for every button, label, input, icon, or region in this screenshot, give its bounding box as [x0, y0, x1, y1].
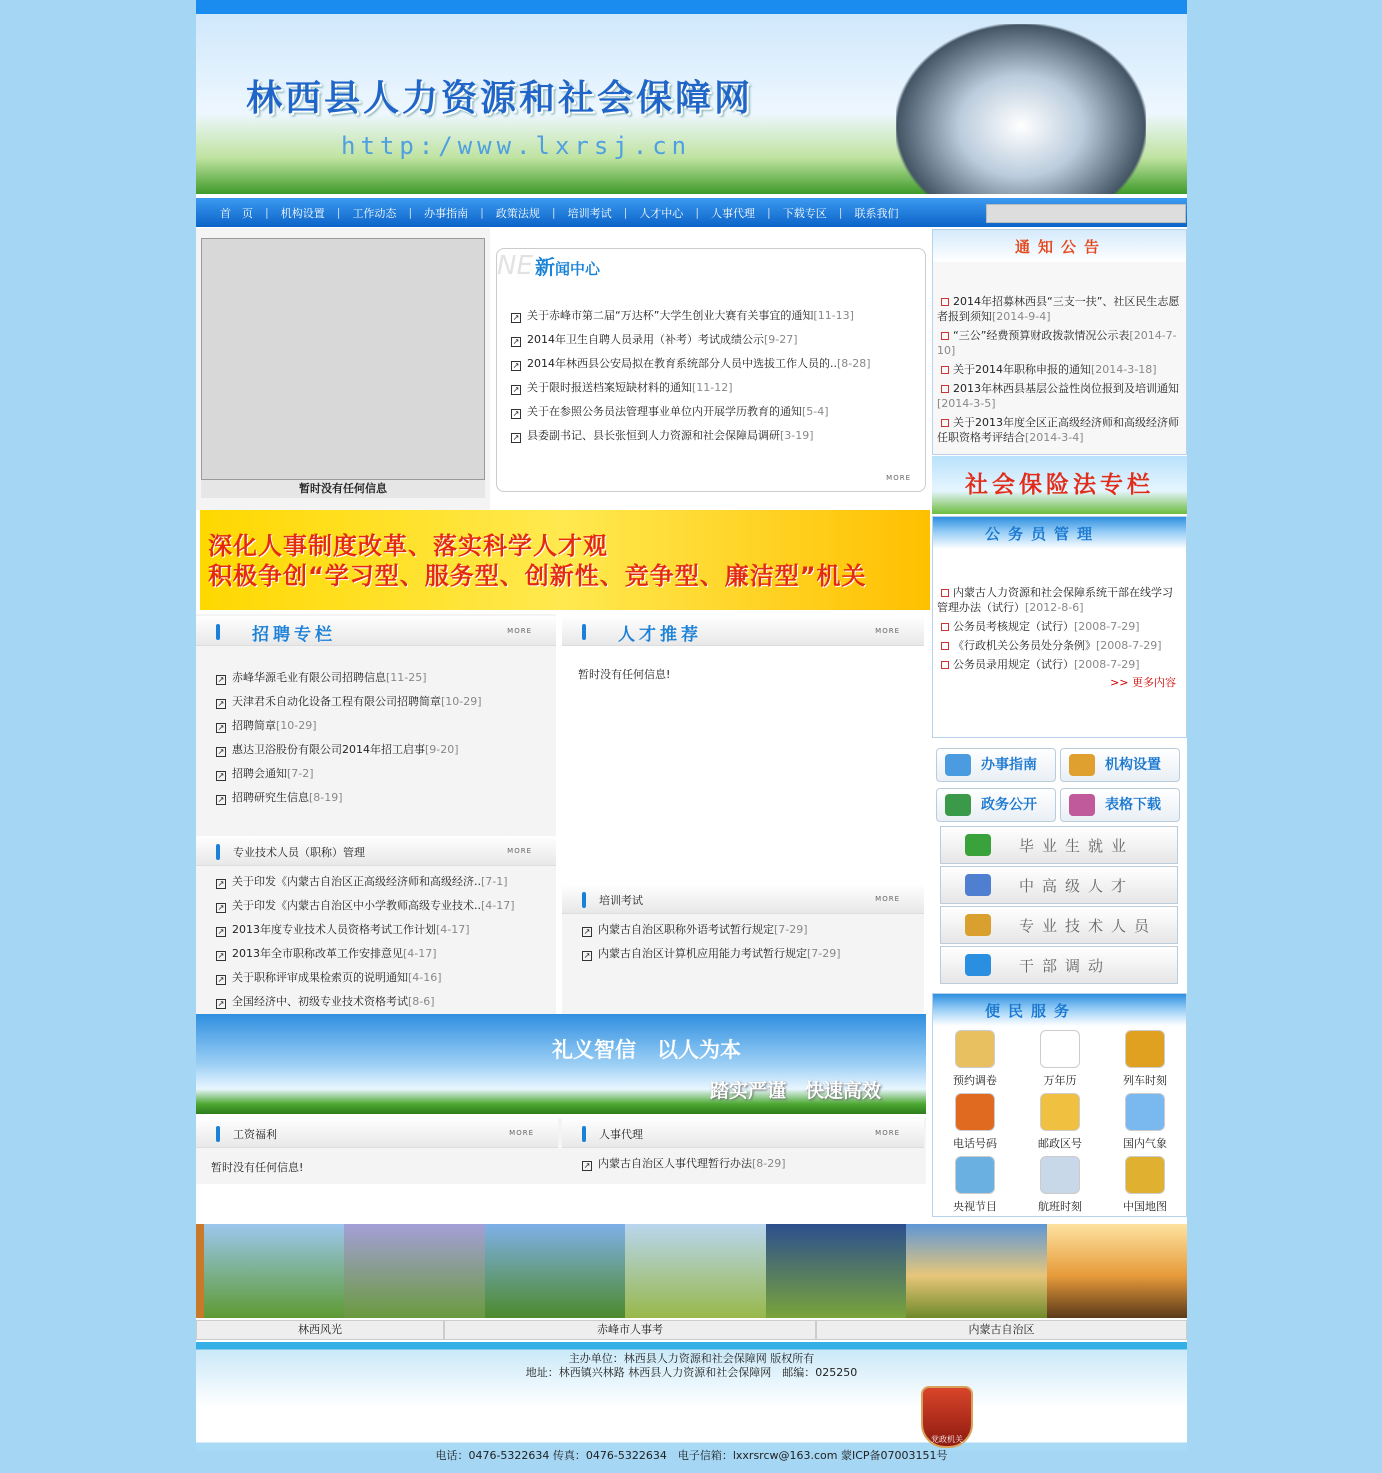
- news-ghost-text: NE: [497, 251, 533, 281]
- bullet-icon: [941, 298, 949, 306]
- link-arrow-icon: ↗: [512, 313, 520, 322]
- nav-item[interactable]: 人才中心: [639, 206, 684, 220]
- item-date: [8-19]: [309, 791, 343, 804]
- item-title[interactable]: 公务员录用规定（试行）: [953, 658, 1074, 671]
- list-item[interactable]: [933, 413, 1186, 447]
- bullet-icon: [941, 623, 949, 631]
- list-item[interactable]: [933, 636, 1186, 655]
- notice-list: [933, 292, 1186, 447]
- item-title[interactable]: 2013年度专业技术人员资格考试工作计划: [232, 923, 436, 936]
- service-item[interactable]: [1103, 1030, 1187, 1088]
- agency-title: 人事代理: [599, 1128, 643, 1141]
- service-label: 央视节目: [953, 1200, 997, 1213]
- quick-icon: [1069, 754, 1095, 776]
- item-date: [4-17]: [436, 923, 470, 936]
- item-title[interactable]: “三公”经费预算财政拨款情况公示表: [953, 329, 1130, 342]
- item-date: [2014-3-18]: [1091, 363, 1157, 376]
- item-title[interactable]: 关于赤峰市第二届“万达杯”大学生创业大赛有关事宜的通知: [527, 309, 814, 322]
- service-icon: [955, 1030, 995, 1068]
- quick-button[interactable]: [1060, 748, 1180, 782]
- bullet-icon: [941, 366, 949, 374]
- service-label: 中国地图: [1123, 1200, 1167, 1213]
- item-date: [4-17]: [481, 899, 515, 912]
- news-list: [511, 304, 871, 448]
- item-title[interactable]: 招聘简章: [232, 719, 276, 732]
- recruit-more[interactable]: MORE: [507, 627, 532, 635]
- top-bar: [196, 0, 1187, 14]
- category-button[interactable]: [940, 826, 1178, 864]
- item-title[interactable]: 《行政机关公务员处分条例》: [953, 639, 1096, 652]
- header-banner: [196, 14, 1187, 194]
- footer-host: 主办单位：林西县人力资源和社会保障网 版权所有: [568, 1352, 815, 1365]
- link-arrow-icon: ↗: [512, 385, 520, 394]
- list-item[interactable]: [216, 714, 482, 738]
- wages-title: 工资福利: [233, 1128, 277, 1141]
- scenery-photo: [766, 1224, 906, 1318]
- recruit-title: 招聘专栏: [252, 625, 336, 645]
- motto-line1: 礼义智信 以人为本: [552, 1037, 741, 1062]
- list-item[interactable]: [511, 352, 871, 376]
- service-item[interactable]: [1103, 1093, 1187, 1151]
- item-title[interactable]: 公务员考核规定（试行）: [953, 620, 1074, 633]
- item-title[interactable]: 内蒙古自治区职称外语考试暂行规定: [598, 923, 774, 936]
- service-icon: [955, 1156, 995, 1194]
- wages-more[interactable]: MORE: [509, 1129, 534, 1137]
- scenery-strip: [196, 1224, 1187, 1318]
- list-item[interactable]: [216, 786, 482, 810]
- scenery-photo: [625, 1224, 765, 1318]
- slogan-line2: 积极争创“学习型、服务型、创新性、竞争型、廉洁型”机关: [208, 562, 867, 590]
- item-date: [2014-9-4]: [992, 310, 1051, 323]
- list-item[interactable]: [511, 376, 871, 400]
- list-item[interactable]: [216, 942, 515, 966]
- quick-links: [932, 740, 1187, 990]
- link-arrow-icon: ↗: [217, 723, 225, 732]
- list-item[interactable]: [933, 360, 1186, 379]
- item-title[interactable]: 关于在参照公务员法管理事业单位内开展学历教育的通知: [527, 405, 802, 418]
- news-title-big: 新: [535, 255, 555, 279]
- item-date: [9-20]: [425, 743, 459, 756]
- item-date: [10-29]: [441, 695, 482, 708]
- service-label: 万年历: [1043, 1074, 1077, 1087]
- scenery-photo: [344, 1224, 484, 1318]
- bullet-icon: [941, 661, 949, 669]
- list-item[interactable]: [582, 1152, 786, 1176]
- slogan-banner: [200, 510, 930, 610]
- item-title[interactable]: 关于职称评审成果检索页的说明通知: [232, 971, 408, 984]
- service-box: [932, 993, 1187, 1217]
- bar-icon: [216, 1126, 220, 1142]
- social-insurance-law-banner[interactable]: 社会保险法专栏: [932, 456, 1187, 514]
- wages-empty: 暂时没有任何信息!: [211, 1161, 304, 1174]
- item-date: [2014-3-5]: [937, 397, 996, 410]
- item-date: [11-25]: [386, 671, 427, 684]
- link-arrow-icon: ↗: [583, 1161, 591, 1170]
- building-image: [896, 24, 1146, 194]
- agency-header: [562, 1118, 924, 1148]
- category-icon: [965, 834, 991, 856]
- service-label: 电话号码: [953, 1137, 997, 1150]
- service-title: 便民服务: [985, 1002, 1078, 1020]
- service-item[interactable]: [1018, 1093, 1102, 1151]
- item-title[interactable]: 全国经济中、初级专业技术资格考试: [232, 995, 408, 1008]
- training-list: [582, 918, 841, 966]
- list-item[interactable]: [933, 655, 1186, 674]
- nav-separator: |: [838, 206, 843, 219]
- main-nav: [196, 198, 1187, 227]
- bar-icon: [216, 844, 220, 860]
- category-icon: [965, 954, 991, 976]
- item-title[interactable]: 2014年招募林西县“三支一扶”、社区民生志愿者报到须知: [937, 295, 1180, 323]
- list-item[interactable]: [216, 690, 482, 714]
- list-item[interactable]: [216, 990, 515, 1014]
- item-title[interactable]: 关于限时报送档案短缺材料的通知: [527, 381, 692, 394]
- photo-slideshow[interactable]: [201, 238, 485, 480]
- link-arrow-icon: ↗: [512, 361, 520, 370]
- nav-item[interactable]: 下载专区: [782, 206, 827, 220]
- item-title[interactable]: 内蒙古人力资源和社会保障系统干部在线学习管理办法（试行）: [937, 586, 1173, 614]
- item-date: [7-1]: [481, 875, 508, 888]
- nav-item[interactable]: 工作动态: [352, 206, 397, 220]
- item-date: [7-29]: [774, 923, 808, 936]
- nav-item[interactable]: 首 页: [220, 206, 253, 220]
- item-title[interactable]: 赤峰华源毛业有限公司招聘信息: [232, 671, 386, 684]
- item-date: [3-19]: [780, 429, 814, 442]
- bar-icon: [582, 1126, 586, 1142]
- bullet-icon: [941, 589, 949, 597]
- quick-icon: [945, 794, 971, 816]
- item-date: [8-28]: [837, 357, 871, 370]
- list-item[interactable]: [216, 666, 482, 690]
- category-icon: [965, 874, 991, 896]
- service-item[interactable]: [933, 1156, 1017, 1214]
- service-icon: [1125, 1093, 1165, 1131]
- item-date: [5-4]: [802, 405, 829, 418]
- item-title[interactable]: 内蒙古自治区计算机应用能力考试暂行规定: [598, 947, 807, 960]
- category-button[interactable]: [940, 866, 1178, 904]
- agency-more[interactable]: MORE: [875, 1129, 900, 1137]
- link-arrow-icon: ↗: [217, 771, 225, 780]
- item-date: [2008-7-29]: [1096, 639, 1162, 652]
- nav-separator: |: [767, 206, 771, 219]
- civil-more[interactable]: >> 更多内容: [1110, 676, 1176, 689]
- news-title-rest: 闻中心: [555, 260, 601, 278]
- recruit-list: [216, 666, 482, 810]
- category-label: 专业技术人员: [1019, 917, 1158, 935]
- wages-header: [196, 1118, 558, 1148]
- list-item[interactable]: [933, 617, 1186, 636]
- agency-list: [582, 1152, 786, 1176]
- service-icon: [1040, 1156, 1080, 1194]
- link-arrow-icon: ↗: [217, 699, 225, 708]
- item-title[interactable]: 关于印发《内蒙古自治区中小学教师高级专业技术..: [232, 899, 481, 912]
- quick-button[interactable]: [1060, 788, 1180, 822]
- item-date: [11-13]: [813, 309, 854, 322]
- item-date: [2008-7-29]: [1074, 620, 1140, 633]
- news-title: [535, 251, 600, 280]
- slogan-line1: 深化人事制度改革、落实科学人才观: [208, 532, 608, 560]
- motto-banner: [196, 1014, 926, 1114]
- list-item[interactable]: [511, 400, 871, 424]
- nav-separator: |: [551, 206, 556, 219]
- item-date: [2012-8-6]: [1025, 601, 1084, 614]
- talent-header: [562, 616, 924, 646]
- professional-header: [196, 836, 556, 866]
- notice-title: 通知公告: [1015, 238, 1108, 256]
- civil-header: [933, 517, 1186, 549]
- list-item[interactable]: [511, 424, 871, 448]
- list-item[interactable]: [511, 304, 871, 328]
- bullet-icon: [941, 642, 949, 650]
- category-button[interactable]: [940, 906, 1178, 944]
- link-arrow-icon: ↗: [512, 337, 520, 346]
- list-item[interactable]: [216, 870, 515, 894]
- service-label: 航班时刻: [1038, 1200, 1082, 1213]
- item-date: [4-17]: [403, 947, 437, 960]
- link-chifeng-exam[interactable]: 赤峰市人事考: [444, 1320, 816, 1340]
- item-date: [7-29]: [807, 947, 841, 960]
- service-label: 邮政区号: [1038, 1137, 1082, 1150]
- nav-separator: |: [480, 206, 484, 219]
- link-arrow-icon: ↗: [217, 795, 225, 804]
- notice-box: [932, 229, 1187, 455]
- service-label: 列车时刻: [1123, 1074, 1167, 1087]
- link-arrow-icon: ↗: [217, 747, 225, 756]
- service-header: [933, 994, 1186, 1026]
- item-date: [2014-7-10]: [937, 329, 1177, 357]
- bullet-icon: [941, 419, 949, 427]
- link-arrow-icon: ↗: [217, 927, 225, 936]
- site-title: 林西县人力资源和社会保障网: [246, 78, 754, 119]
- friend-links: [196, 1320, 1187, 1340]
- item-title[interactable]: 关于2013年度全区正高级经济师和高级经济师任职资格考评结合: [937, 416, 1179, 444]
- quick-label: 政务公开: [981, 797, 1037, 813]
- item-title[interactable]: 2014年林西县公安局拟在教育系统部分人员中选拔工作人员的..: [527, 357, 837, 370]
- item-title[interactable]: 惠达卫浴股份有限公司2014年招工启事: [232, 743, 425, 756]
- list-item[interactable]: [933, 326, 1186, 360]
- service-item[interactable]: [933, 1030, 1017, 1088]
- item-date: [8-29]: [752, 1157, 786, 1170]
- training-title: 培训考试: [599, 894, 643, 907]
- item-title[interactable]: 招聘会通知: [232, 767, 287, 780]
- link-arrow-icon: ↗: [583, 951, 591, 960]
- training-header: [562, 884, 924, 914]
- link-arrow-icon: ↗: [583, 927, 591, 936]
- list-item[interactable]: [933, 583, 1186, 617]
- quick-button[interactable]: [936, 788, 1056, 822]
- service-icon: [1125, 1156, 1165, 1194]
- photo-caption: 暂时没有任何信息: [201, 480, 485, 498]
- scenery-photo: [196, 1224, 204, 1318]
- quick-label: 表格下载: [1105, 797, 1161, 813]
- nav-item[interactable]: 联系我们: [854, 206, 899, 220]
- civil-servant-box: [932, 516, 1187, 738]
- motto-line2: 踏实严谨 快速高效: [710, 1080, 882, 1102]
- search-box[interactable]: [986, 204, 1186, 223]
- list-item[interactable]: [216, 738, 482, 762]
- notice-header: [933, 230, 1186, 262]
- link-arrow-icon: ↗: [512, 409, 520, 418]
- category-label: 干部调动: [1019, 957, 1112, 975]
- nav-item[interactable]: 政策法规: [495, 206, 540, 220]
- nav-separator: |: [408, 206, 413, 219]
- list-item[interactable]: [933, 292, 1186, 326]
- civil-title: 公务员管理: [985, 525, 1101, 543]
- item-title[interactable]: 内蒙古自治区人事代理暂行办法: [598, 1157, 752, 1170]
- news-center: [496, 248, 926, 492]
- quick-button[interactable]: [936, 748, 1056, 782]
- nav-item[interactable]: 人事代理: [711, 206, 756, 220]
- list-item[interactable]: [933, 379, 1186, 413]
- link-arrow-icon: ↗: [217, 999, 225, 1008]
- talent-empty: 暂时没有任何信息!: [578, 668, 671, 681]
- nav-separator: |: [695, 206, 700, 219]
- service-icon: [955, 1093, 995, 1131]
- link-inner-mongolia[interactable]: 内蒙古自治区: [816, 1320, 1187, 1340]
- service-item[interactable]: [1018, 1156, 1102, 1214]
- item-title[interactable]: 2013年全市职称改革工作安排意见: [232, 947, 403, 960]
- item-title[interactable]: 2013年林西县基层公益性岗位报到及培训通知: [953, 382, 1179, 395]
- nav-separator: |: [336, 206, 341, 219]
- quick-icon: [945, 754, 971, 776]
- category-label: 毕业生就业: [1019, 837, 1135, 855]
- category-button[interactable]: [940, 946, 1178, 984]
- bar-icon: [582, 892, 586, 908]
- footer: [196, 1342, 1187, 1462]
- footer-contact: 电话：0476-5322634 传真：0476-5322634 电子信箱：lxxrsrcw@163.com 蒙ICP备07003151号: [435, 1449, 948, 1462]
- list-item[interactable]: [216, 918, 515, 942]
- party-government-badge[interactable]: 党政机关: [921, 1386, 973, 1448]
- scenery-photo: [906, 1224, 1046, 1318]
- list-item[interactable]: [216, 762, 482, 786]
- service-item[interactable]: [1018, 1030, 1102, 1088]
- nav-item[interactable]: 机构设置: [280, 206, 325, 220]
- bar-icon: [216, 624, 220, 640]
- item-title[interactable]: 县委副书记、县长张恒到人力资源和社会保障局调研: [527, 429, 780, 442]
- recruit-header: [196, 616, 556, 646]
- item-date: [4-16]: [408, 971, 442, 984]
- quick-label: 办事指南: [981, 757, 1037, 773]
- talent-more[interactable]: MORE: [875, 627, 900, 635]
- item-date: [11-12]: [692, 381, 733, 394]
- service-icon: [1125, 1030, 1165, 1068]
- item-date: [2008-7-29]: [1074, 658, 1140, 671]
- service-label: 预约调卷: [953, 1074, 997, 1087]
- professional-list: [216, 870, 515, 1014]
- scenery-photo: [485, 1224, 625, 1318]
- category-label: 中高级人才: [1019, 877, 1135, 895]
- item-title[interactable]: 招聘研究生信息: [232, 791, 309, 804]
- quick-label: 机构设置: [1105, 757, 1161, 773]
- list-item[interactable]: [511, 328, 871, 352]
- link-arrow-icon: ↗: [217, 975, 225, 984]
- service-item[interactable]: [1103, 1156, 1187, 1214]
- professional-title: 专业技术人员（职称）管理: [233, 846, 365, 859]
- service-label: 国内气象: [1123, 1137, 1167, 1150]
- civil-list: [933, 583, 1186, 674]
- nav-item[interactable]: 办事指南: [424, 206, 469, 220]
- link-linxi-scenery[interactable]: 林西风光: [196, 1320, 444, 1340]
- item-title[interactable]: 关于印发《内蒙古自治区正高级经济师和高级经济..: [232, 875, 481, 888]
- nav-separator: |: [623, 206, 628, 219]
- nav-separator: |: [265, 206, 269, 219]
- news-more[interactable]: MORE: [886, 474, 911, 482]
- item-date: [9-27]: [764, 333, 798, 346]
- footer-address: 地址：林西镇兴林路 林西县人力资源和社会保障网 邮编：025250: [525, 1366, 858, 1379]
- bullet-icon: [941, 385, 949, 393]
- category-icon: [965, 914, 991, 936]
- link-arrow-icon: ↗: [217, 675, 225, 684]
- page: [196, 0, 1187, 1462]
- bar-icon: [582, 624, 586, 640]
- item-title[interactable]: 关于2014年职称申报的通知: [953, 363, 1091, 376]
- training-more[interactable]: MORE: [875, 895, 900, 903]
- item-date: [7-2]: [287, 767, 314, 780]
- service-icon: [1040, 1093, 1080, 1131]
- list-item[interactable]: [582, 918, 841, 942]
- list-item[interactable]: [216, 894, 515, 918]
- talent-title: 人才推荐: [618, 625, 702, 645]
- item-date: [10-29]: [276, 719, 317, 732]
- item-date: [8-6]: [408, 995, 435, 1008]
- service-item[interactable]: [933, 1093, 1017, 1151]
- link-arrow-icon: ↗: [512, 433, 520, 442]
- professional-more[interactable]: MORE: [507, 847, 532, 855]
- list-item[interactable]: [216, 966, 515, 990]
- item-title[interactable]: 天津君禾自动化设备工程有限公司招聘简章: [232, 695, 441, 708]
- link-arrow-icon: ↗: [217, 903, 225, 912]
- list-item[interactable]: [582, 942, 841, 966]
- link-arrow-icon: ↗: [217, 951, 225, 960]
- link-arrow-icon: ↗: [217, 879, 225, 888]
- item-date: [2014-3-4]: [1025, 431, 1084, 444]
- quick-icon: [1069, 794, 1095, 816]
- site-url: http:/www.lxrsj.cn: [341, 132, 692, 160]
- bullet-icon: [941, 332, 949, 340]
- scenery-photo: [204, 1224, 344, 1318]
- item-title[interactable]: 2014年卫生自聘人员录用（补考）考试成绩公示: [527, 333, 764, 346]
- nav-item[interactable]: 培训考试: [567, 206, 612, 220]
- service-icon: [1040, 1030, 1080, 1068]
- scenery-photo: [1047, 1224, 1187, 1318]
